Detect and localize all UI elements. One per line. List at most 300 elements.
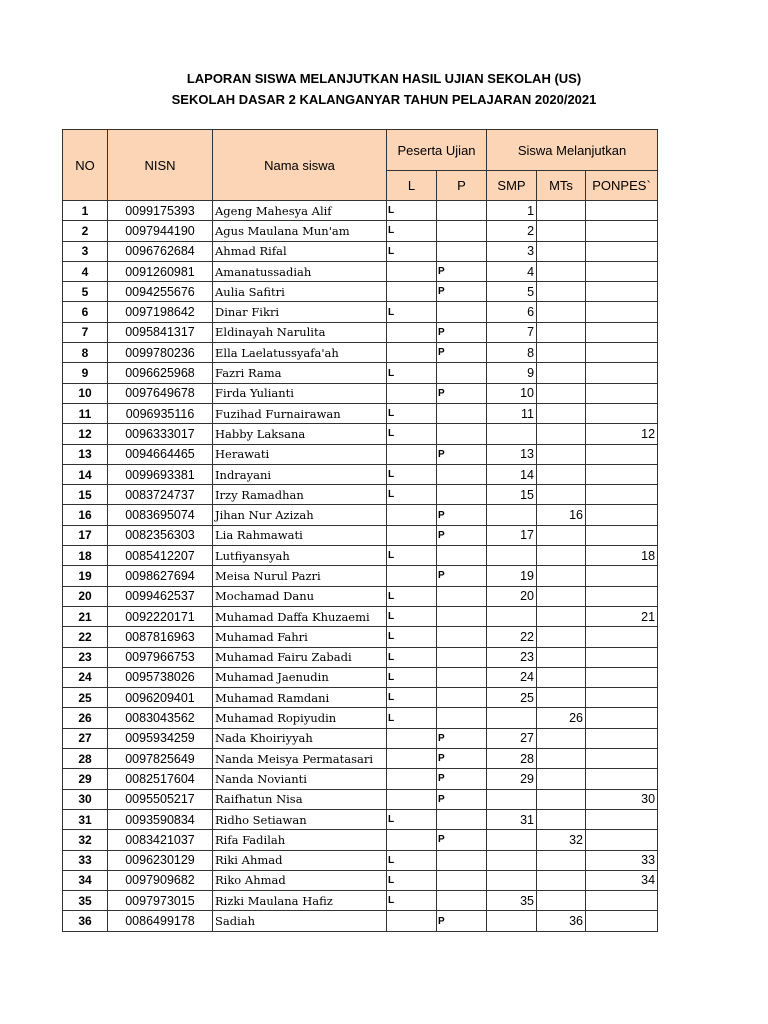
row-nisn: 0097909682	[108, 870, 213, 890]
row-no: 24	[63, 667, 108, 687]
table-row	[63, 688, 658, 708]
table-row	[63, 241, 658, 261]
row-nisn: 0086499178	[108, 911, 213, 931]
row-ponpes	[586, 363, 658, 383]
row-p	[437, 546, 487, 566]
row-mts: 16	[537, 505, 586, 525]
row-smp: 4	[487, 261, 537, 281]
row-no: 11	[63, 403, 108, 423]
row-smp: 8	[487, 343, 537, 363]
row-mts	[537, 282, 586, 302]
row-no: 7	[63, 322, 108, 342]
table-row	[63, 627, 658, 647]
table-row	[63, 403, 658, 423]
row-l: L	[387, 667, 437, 687]
row-p	[437, 870, 487, 890]
table-row	[63, 830, 658, 850]
row-smp: 14	[487, 464, 537, 484]
row-l	[387, 749, 437, 769]
row-mts: 32	[537, 830, 586, 850]
row-ponpes	[586, 343, 658, 363]
row-mts	[537, 322, 586, 342]
row-l: L	[387, 241, 437, 261]
row-nisn: 0099175393	[108, 201, 213, 221]
row-p: P	[437, 830, 487, 850]
row-l: L	[387, 688, 437, 708]
row-no: 31	[63, 809, 108, 829]
row-p	[437, 464, 487, 484]
row-nisn: 0094664465	[108, 444, 213, 464]
row-mts	[537, 383, 586, 403]
row-ponpes	[586, 282, 658, 302]
table-row	[63, 606, 658, 626]
row-nama: Nada Khoiriyyah	[213, 728, 387, 748]
row-p	[437, 606, 487, 626]
row-mts	[537, 850, 586, 870]
row-nama: Fuzihad Furnairawan	[213, 403, 387, 423]
row-ponpes	[586, 708, 658, 728]
row-smp	[487, 606, 537, 626]
row-p: P	[437, 282, 487, 302]
row-p: P	[437, 505, 487, 525]
row-mts	[537, 870, 586, 890]
row-nama: Ella Laelatussyafa'ah	[213, 343, 387, 363]
table-row	[63, 383, 658, 403]
header-peserta-ujian: Peserta Ujian	[387, 130, 487, 171]
row-mts	[537, 728, 586, 748]
row-ponpes	[586, 566, 658, 586]
row-mts	[537, 261, 586, 281]
row-p: P	[437, 789, 487, 809]
row-no: 14	[63, 464, 108, 484]
row-ponpes	[586, 322, 658, 342]
row-no: 5	[63, 282, 108, 302]
table-row	[63, 728, 658, 748]
row-mts	[537, 302, 586, 322]
row-mts	[537, 424, 586, 444]
row-smp	[487, 708, 537, 728]
row-smp: 29	[487, 769, 537, 789]
row-smp: 25	[487, 688, 537, 708]
row-mts: 26	[537, 708, 586, 728]
row-p	[437, 403, 487, 423]
table-row	[63, 343, 658, 363]
row-l	[387, 728, 437, 748]
table-row	[63, 546, 658, 566]
row-nisn: 0083724737	[108, 485, 213, 505]
row-ponpes	[586, 505, 658, 525]
row-no: 29	[63, 769, 108, 789]
row-ponpes: 30	[586, 789, 658, 809]
row-l	[387, 261, 437, 281]
row-p: P	[437, 444, 487, 464]
row-mts	[537, 789, 586, 809]
row-mts	[537, 464, 586, 484]
row-nama: Amanatussadiah	[213, 261, 387, 281]
row-mts	[537, 566, 586, 586]
row-l	[387, 769, 437, 789]
row-smp: 11	[487, 403, 537, 423]
row-nisn: 0096209401	[108, 688, 213, 708]
row-nama: Lutfiyansyah	[213, 546, 387, 566]
row-nama: Mochamad Danu	[213, 586, 387, 606]
row-mts	[537, 221, 586, 241]
row-mts	[537, 241, 586, 261]
row-nama: Muhamad Fairu Zabadi	[213, 647, 387, 667]
row-nisn: 0082517604	[108, 769, 213, 789]
row-l: L	[387, 424, 437, 444]
row-nisn: 0092220171	[108, 606, 213, 626]
row-nama: Muhamad Daffa Khuzaemi	[213, 606, 387, 626]
row-no: 3	[63, 241, 108, 261]
row-l: L	[387, 546, 437, 566]
table-row	[63, 850, 658, 870]
row-no: 9	[63, 363, 108, 383]
row-ponpes: 33	[586, 850, 658, 870]
row-nama: Firda Yulianti	[213, 383, 387, 403]
table-row	[63, 891, 658, 911]
table-row	[63, 505, 658, 525]
row-no: 8	[63, 343, 108, 363]
table-row	[63, 525, 658, 545]
row-ponpes	[586, 647, 658, 667]
row-ponpes	[586, 403, 658, 423]
row-mts	[537, 606, 586, 626]
row-no: 36	[63, 911, 108, 931]
row-mts	[537, 363, 586, 383]
row-mts	[537, 749, 586, 769]
row-nisn: 0097944190	[108, 221, 213, 241]
row-nisn: 0083695074	[108, 505, 213, 525]
row-p: P	[437, 383, 487, 403]
table-body	[63, 201, 658, 932]
row-smp: 28	[487, 749, 537, 769]
row-nama: Nanda Novianti	[213, 769, 387, 789]
row-no: 20	[63, 586, 108, 606]
table-row	[63, 322, 658, 342]
row-ponpes	[586, 769, 658, 789]
row-nisn: 0099693381	[108, 464, 213, 484]
row-no: 27	[63, 728, 108, 748]
report-subtitle: SEKOLAH DASAR 2 KALANGANYAR TAHUN PELAJARAN 2020/2021	[171, 92, 597, 107]
row-mts	[537, 546, 586, 566]
row-nama: Lia Rahmawati	[213, 525, 387, 545]
row-no: 16	[63, 505, 108, 525]
row-l	[387, 383, 437, 403]
table-row	[63, 647, 658, 667]
row-ponpes	[586, 221, 658, 241]
row-smp: 2	[487, 221, 537, 241]
row-nisn: 0099780236	[108, 343, 213, 363]
row-no: 6	[63, 302, 108, 322]
row-nisn: 0096762684	[108, 241, 213, 261]
row-mts	[537, 688, 586, 708]
row-smp: 7	[487, 322, 537, 342]
row-p	[437, 647, 487, 667]
row-ponpes	[586, 911, 658, 931]
table-row	[63, 870, 658, 890]
row-mts	[537, 485, 586, 505]
row-nama: Agus Maulana Mun'am	[213, 221, 387, 241]
row-nisn: 0097198642	[108, 302, 213, 322]
row-p	[437, 363, 487, 383]
row-no: 28	[63, 749, 108, 769]
row-nisn: 0096935116	[108, 403, 213, 423]
header-l: L	[387, 171, 437, 201]
row-ponpes	[586, 586, 658, 606]
row-nisn: 0099462537	[108, 586, 213, 606]
row-nisn: 0087816963	[108, 627, 213, 647]
row-ponpes	[586, 464, 658, 484]
row-smp: 22	[487, 627, 537, 647]
row-smp: 15	[487, 485, 537, 505]
row-nisn: 0097966753	[108, 647, 213, 667]
row-mts: 36	[537, 911, 586, 931]
row-p: P	[437, 769, 487, 789]
row-p: P	[437, 525, 487, 545]
row-no: 26	[63, 708, 108, 728]
row-l	[387, 322, 437, 342]
row-nisn: 0083421037	[108, 830, 213, 850]
row-no: 4	[63, 261, 108, 281]
row-l: L	[387, 606, 437, 626]
row-no: 1	[63, 201, 108, 221]
row-nama: Habby Laksana	[213, 424, 387, 444]
row-no: 35	[63, 891, 108, 911]
row-l: L	[387, 201, 437, 221]
row-ponpes: 18	[586, 546, 658, 566]
row-p: P	[437, 343, 487, 363]
row-nama: Raifhatun Nisa	[213, 789, 387, 809]
row-l	[387, 505, 437, 525]
row-no: 25	[63, 688, 108, 708]
row-nisn: 0097825649	[108, 749, 213, 769]
row-mts	[537, 403, 586, 423]
row-nama: Muhamad Ramdani	[213, 688, 387, 708]
row-l: L	[387, 363, 437, 383]
row-smp: 27	[487, 728, 537, 748]
row-ponpes	[586, 627, 658, 647]
row-smp: 3	[487, 241, 537, 261]
row-no: 33	[63, 850, 108, 870]
row-l: L	[387, 302, 437, 322]
row-l: L	[387, 850, 437, 870]
table-row	[63, 708, 658, 728]
row-mts	[537, 444, 586, 464]
table-row	[63, 464, 658, 484]
row-l	[387, 911, 437, 931]
row-nama: Rifa Fadilah	[213, 830, 387, 850]
student-table	[62, 129, 658, 932]
row-p	[437, 586, 487, 606]
row-ponpes: 12	[586, 424, 658, 444]
row-mts	[537, 769, 586, 789]
row-nisn: 0095505217	[108, 789, 213, 809]
table-row	[63, 424, 658, 444]
row-nama: Aulia Safitri	[213, 282, 387, 302]
row-no: 19	[63, 566, 108, 586]
row-smp	[487, 870, 537, 890]
row-l: L	[387, 809, 437, 829]
row-nama: Meisa Nurul Pazri	[213, 566, 387, 586]
row-smp: 20	[487, 586, 537, 606]
row-p	[437, 241, 487, 261]
row-smp: 13	[487, 444, 537, 464]
row-smp	[487, 505, 537, 525]
row-p	[437, 688, 487, 708]
table-row	[63, 221, 658, 241]
row-no: 10	[63, 383, 108, 403]
row-p: P	[437, 322, 487, 342]
row-l: L	[387, 647, 437, 667]
header-siswa-melanjutkan: Siswa Melanjutkan	[487, 130, 658, 171]
row-nisn: 0085412207	[108, 546, 213, 566]
row-nisn: 0082356303	[108, 525, 213, 545]
row-smp	[487, 911, 537, 931]
row-no: 32	[63, 830, 108, 850]
row-nisn: 0096230129	[108, 850, 213, 870]
row-l: L	[387, 627, 437, 647]
row-l: L	[387, 464, 437, 484]
row-nisn: 0096625968	[108, 363, 213, 383]
row-nama: Fazri Rama	[213, 363, 387, 383]
row-nisn: 0091260981	[108, 261, 213, 281]
row-mts	[537, 586, 586, 606]
row-nisn: 0094255676	[108, 282, 213, 302]
row-nama: Ahmad Rifal	[213, 241, 387, 261]
row-nisn: 0096333017	[108, 424, 213, 444]
row-p	[437, 221, 487, 241]
header-ponpes: PONPES`	[586, 171, 658, 201]
row-nama: Irzy Ramadhan	[213, 485, 387, 505]
row-mts	[537, 891, 586, 911]
table-row	[63, 911, 658, 931]
row-smp: 24	[487, 667, 537, 687]
row-p	[437, 485, 487, 505]
header-smp: SMP	[487, 171, 537, 201]
row-p: P	[437, 728, 487, 748]
table-row	[63, 566, 658, 586]
row-l: L	[387, 891, 437, 911]
row-nisn: 0083043562	[108, 708, 213, 728]
row-smp	[487, 830, 537, 850]
row-nama: Riki Ahmad	[213, 850, 387, 870]
table-row	[63, 282, 658, 302]
row-no: 13	[63, 444, 108, 464]
row-ponpes	[586, 749, 658, 769]
row-p	[437, 302, 487, 322]
row-ponpes	[586, 383, 658, 403]
row-no: 15	[63, 485, 108, 505]
row-l	[387, 444, 437, 464]
row-l: L	[387, 870, 437, 890]
row-p	[437, 627, 487, 647]
row-nisn: 0093590834	[108, 809, 213, 829]
table-row	[63, 261, 658, 281]
row-ponpes: 21	[586, 606, 658, 626]
row-ponpes: 34	[586, 870, 658, 890]
row-p	[437, 850, 487, 870]
row-p	[437, 891, 487, 911]
table-row	[63, 749, 658, 769]
row-p	[437, 201, 487, 221]
row-smp	[487, 789, 537, 809]
row-nisn: 0095934259	[108, 728, 213, 748]
row-nisn: 0097649678	[108, 383, 213, 403]
table-row	[63, 201, 658, 221]
row-l	[387, 343, 437, 363]
row-nama: Dinar Fikri	[213, 302, 387, 322]
row-nisn: 0095738026	[108, 667, 213, 687]
row-nama: Rizki Maulana Hafiz	[213, 891, 387, 911]
row-no: 21	[63, 606, 108, 626]
row-l: L	[387, 708, 437, 728]
row-mts	[537, 667, 586, 687]
row-ponpes	[586, 891, 658, 911]
row-mts	[537, 201, 586, 221]
table-row	[63, 363, 658, 383]
row-ponpes	[586, 241, 658, 261]
row-smp: 17	[487, 525, 537, 545]
row-smp: 6	[487, 302, 537, 322]
row-ponpes	[586, 525, 658, 545]
row-smp: 1	[487, 201, 537, 221]
row-nama: Jihan Nur Azizah	[213, 505, 387, 525]
row-nama: Eldinayah Narulita	[213, 322, 387, 342]
row-no: 17	[63, 525, 108, 545]
row-ponpes	[586, 728, 658, 748]
row-ponpes	[586, 830, 658, 850]
row-nama: Indrayani	[213, 464, 387, 484]
row-smp: 19	[487, 566, 537, 586]
row-p	[437, 667, 487, 687]
row-nama: Ridho Setiawan	[213, 809, 387, 829]
header-nisn: NISN	[108, 130, 213, 201]
row-p	[437, 424, 487, 444]
row-nisn: 0095841317	[108, 322, 213, 342]
row-p: P	[437, 749, 487, 769]
row-smp: 23	[487, 647, 537, 667]
row-nama: Riko Ahmad	[213, 870, 387, 890]
row-ponpes	[586, 667, 658, 687]
report-title: LAPORAN SISWA MELANJUTKAN HASIL UJIAN SEKOLAH (US)	[186, 71, 582, 86]
row-l	[387, 525, 437, 545]
row-nama: Muhamad Jaenudin	[213, 667, 387, 687]
row-smp: 5	[487, 282, 537, 302]
row-l: L	[387, 586, 437, 606]
row-p	[437, 809, 487, 829]
row-ponpes	[586, 809, 658, 829]
row-smp	[487, 546, 537, 566]
row-l	[387, 830, 437, 850]
row-no: 18	[63, 546, 108, 566]
row-mts	[537, 525, 586, 545]
row-no: 22	[63, 627, 108, 647]
row-nisn: 0097973015	[108, 891, 213, 911]
row-mts	[537, 809, 586, 829]
row-nama: Ageng Mahesya Alif	[213, 201, 387, 221]
table-row	[63, 809, 658, 829]
row-ponpes	[586, 201, 658, 221]
row-nama: Muhamad Ropiyudin	[213, 708, 387, 728]
row-no: 12	[63, 424, 108, 444]
row-mts	[537, 343, 586, 363]
row-no: 34	[63, 870, 108, 890]
row-no: 30	[63, 789, 108, 809]
row-ponpes	[586, 302, 658, 322]
row-nama: Muhamad Fahri	[213, 627, 387, 647]
row-nama: Sadiah	[213, 911, 387, 931]
